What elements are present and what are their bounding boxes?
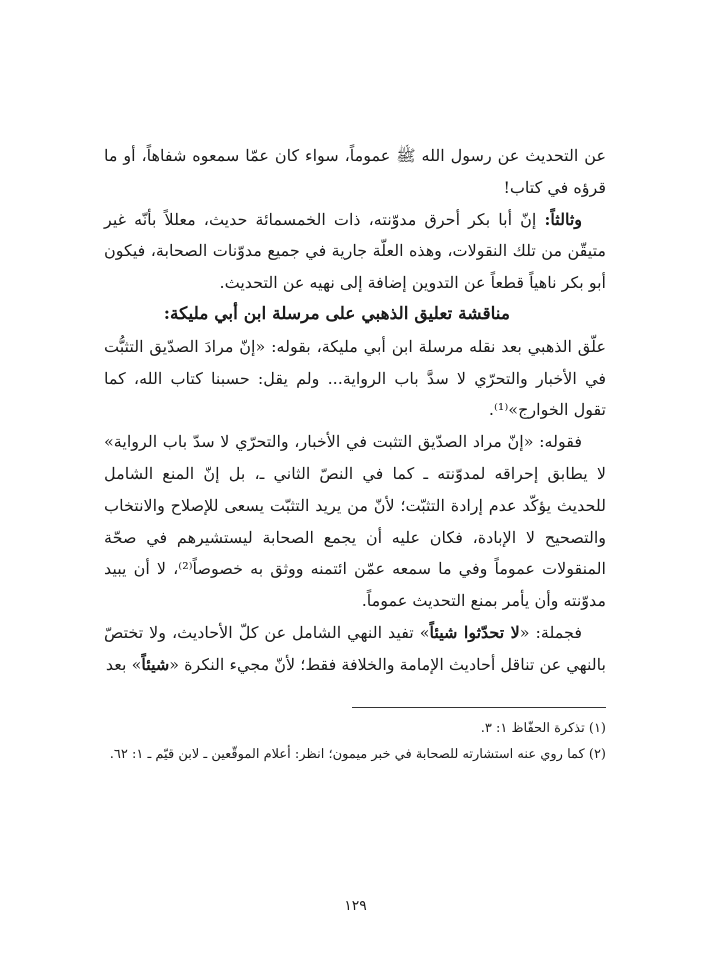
paragraph-5-bold-word: شيئاً [141, 654, 170, 674]
paragraph-2-lead: وثالثاً: [544, 209, 582, 229]
page-number: ١٢٩ [344, 898, 367, 914]
paragraph-5-post: » بعد [105, 654, 142, 674]
paragraph-5-bold-quote: لا تحدّثوا شيئاً [429, 622, 520, 642]
footnote-2: (٢) كما روي عنه استشارته للصحابة في خبر ميمون؛ انظر: أعلام الموقّعين ـ لابن قيّم ـ ١: ٦٢. [109, 746, 606, 762]
footnote-divider [352, 707, 606, 708]
paragraph-5-mid: » تفيد النهي الشامل عن كلّ الأحاديث، ولا تختصّ بالنهي عن تناقل أحاديث الإمامة والخلافة فقط؛ لأنّ مجيء النكرة « [104, 622, 606, 674]
section-heading: مناقشة تعليق الذهبي على مرسلة ابن أبي مليكة: [163, 303, 510, 324]
paragraph-5 [104, 617, 606, 681]
page-body [104, 140, 606, 768]
footnote-1: (١) تذكرة الحفّاظ ١: ٣. [480, 720, 606, 736]
paragraph-3: علّق الذهبي بعد نقله مرسلة ابن أبي مليكة، بقوله: «إنّ مرادَ الصدّيق التثبُّت في الأخبار والتحرّي لا سدَّ باب الرواية... ولم يقل: حسبنا كتاب الله، كما تقول الخوارج»⁽¹⁾. [104, 336, 606, 420]
paragraph-1: عن التحديث عن رسول الله ﷺ عموماً، سواء كان عمّا سمعوه شفاهاً، أو ما قرؤه في كتاب! [104, 146, 607, 197]
paragraph-4: فقوله: «إنّ مراد الصدّيق التثبت في الأخبار، والتحرّي لا سدّ باب الرواية» لا يطابق إحراقه لمدوّنته ـ كما في النصّ الثاني ـ، بل إنّ المنع الشامل للحديث يؤكّد عدم إرادة التثبّت؛ لأنّ من يريد التثبّت يسعى للإصلاح والانتخاب والتصحيح لا الإبادة، فكان عليه أن يجمع الصحابة ليستشيرهم في صحّة المنقولات عموماً وفي ما سمعه عمّن ائتمنه ووثق به خصوصاً⁽²⁾، لا أن يبيد مدوّنته وأن يأمر بمنع التحديث عموماً. [104, 432, 606, 611]
paragraph-5-pre: فجملة: « [519, 622, 583, 642]
paragraph-2-text: إنّ أبا بكر أحرق مدوّنته، ذات الخمسمائة حديث، معللاً بأنّه غير متيقّن من تلك النقولات، وهذه العلّة جارية في جميع مدوّنات الصحابة، فيكون أبو بكر ناهياً قطعاً عن التدوين إضافة إلى نهيه عن التحديث. [104, 209, 606, 293]
paragraph-2 [104, 204, 606, 299]
